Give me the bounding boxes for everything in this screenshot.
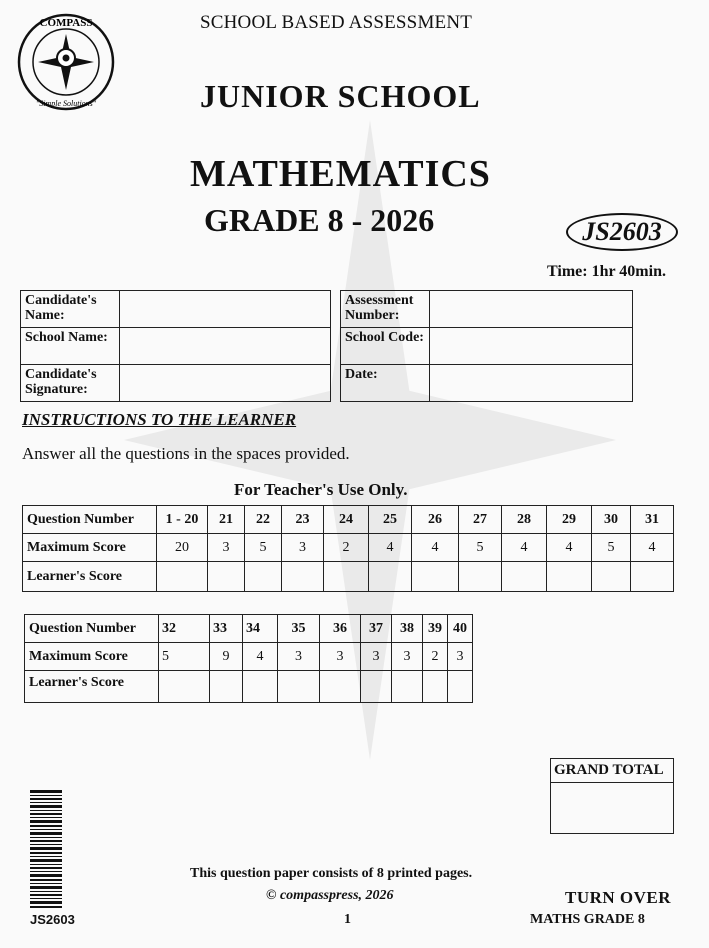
question-number-cell: 39 (423, 615, 448, 643)
learner-score-cell[interactable] (547, 562, 592, 592)
candidate-signature-label: Candidate's Signature: (21, 365, 120, 402)
school-level: JUNIOR SCHOOL (200, 78, 481, 114)
question-number-cell: 30 (592, 506, 631, 534)
max-score-cell: 3 (282, 534, 324, 562)
question-number-cell: 28 (502, 506, 547, 534)
max-score-cell: 4 (243, 643, 278, 671)
learner-score-cell[interactable] (448, 671, 473, 703)
row-label-learners-score: Learner's Score (23, 562, 157, 592)
assessment-number-label: Assessment Number: (341, 291, 430, 328)
score-table-2 (24, 614, 473, 703)
max-score-cell: 3 (278, 643, 320, 671)
question-number-cell: 33 (210, 615, 243, 643)
question-number-cell: 23 (282, 506, 324, 534)
learner-score-cell[interactable] (278, 671, 320, 703)
question-number-cell: 36 (320, 615, 361, 643)
question-number-cell: 26 (412, 506, 459, 534)
question-number-cell: 38 (392, 615, 423, 643)
question-number-cell: 21 (208, 506, 245, 534)
learner-score-cell[interactable] (282, 562, 324, 592)
candidate-info-table (20, 290, 331, 402)
logo-top-text: COMPASS (39, 17, 93, 29)
page-number: 1 (344, 912, 351, 927)
assessment-number-field[interactable] (430, 291, 633, 328)
candidate-name-field[interactable] (120, 291, 331, 328)
learner-score-cell[interactable] (459, 562, 502, 592)
school-name-field[interactable] (120, 328, 331, 365)
max-score-cell: 2 (324, 534, 369, 562)
max-score-cell: 3 (448, 643, 473, 671)
instructions-title: INSTRUCTIONS TO THE LEARNER (22, 410, 297, 429)
assessment-header: SCHOOL BASED ASSESSMENT (200, 12, 473, 33)
learner-score-cell[interactable] (157, 562, 208, 592)
max-score-cell: 2 (423, 643, 448, 671)
school-code-label: School Code: (341, 328, 430, 365)
school-name-label: School Name: (21, 328, 120, 365)
learner-score-cell[interactable] (502, 562, 547, 592)
barcode-image (30, 790, 62, 908)
question-number-cell: 25 (369, 506, 412, 534)
question-number-cell: 34 (243, 615, 278, 643)
pages-note: This question paper consists of 8 printed pages. (190, 866, 473, 881)
paper-code-badge: JS2603 (566, 213, 678, 251)
row-label-question-number: Question Number (25, 615, 159, 643)
question-number-cell: 1 - 20 (157, 506, 208, 534)
question-number-cell: 22 (245, 506, 282, 534)
learner-score-cell[interactable] (369, 562, 412, 592)
learner-score-cell[interactable] (210, 671, 243, 703)
learner-score-cell[interactable] (392, 671, 423, 703)
question-number-cell: 35 (278, 615, 320, 643)
row-label-learners-score: Learner's Score (25, 671, 159, 703)
learner-score-cell[interactable] (412, 562, 459, 592)
max-score-cell: 3 (392, 643, 423, 671)
candidate-signature-field[interactable] (120, 365, 331, 402)
compass-logo (16, 12, 116, 112)
turn-over-label: TURN OVER (565, 888, 672, 907)
question-number-cell: 37 (361, 615, 392, 643)
max-score-cell: 4 (412, 534, 459, 562)
footer-paper-code: JS2603 (30, 912, 75, 927)
time-allowed: Time: 1hr 40min. (547, 263, 666, 280)
maths-grade-label: MATHS GRADE 8 (530, 912, 645, 927)
max-score-cell: 3 (208, 534, 245, 562)
score-table-1 (22, 505, 674, 592)
max-score-cell: 5 (592, 534, 631, 562)
date-field[interactable] (430, 365, 633, 402)
instructions-text: Answer all the questions in the spaces provided. (22, 444, 350, 463)
candidate-name-label: Candidate's Name: (21, 291, 120, 328)
learner-score-cell[interactable] (324, 562, 369, 592)
subject-title: MATHEMATICS (190, 153, 491, 195)
grand-total-box (550, 758, 674, 834)
question-number-cell: 27 (459, 506, 502, 534)
learner-score-cell[interactable] (423, 671, 448, 703)
max-score-cell: 4 (369, 534, 412, 562)
row-label-question-number: Question Number (23, 506, 157, 534)
school-code-field[interactable] (430, 328, 633, 365)
date-label: Date: (341, 365, 430, 402)
learner-score-cell[interactable] (245, 562, 282, 592)
row-label-maximum-score: Maximum Score (23, 534, 157, 562)
max-score-cell: 3 (320, 643, 361, 671)
learner-score-cell[interactable] (243, 671, 278, 703)
teacher-use-heading: For Teacher's Use Only. (234, 480, 408, 499)
copyright-notice: © compasspress, 2026 (266, 888, 394, 903)
question-number-cell: 40 (448, 615, 473, 643)
row-label-maximum-score: Maximum Score (25, 643, 159, 671)
grand-total-field[interactable] (551, 783, 673, 831)
grand-total-label: GRAND TOTAL (551, 759, 673, 783)
max-score-cell: 4 (631, 534, 674, 562)
grade-year: GRADE 8 - 2026 (204, 202, 435, 238)
question-number-cell: 24 (324, 506, 369, 534)
learner-score-cell[interactable] (631, 562, 674, 592)
max-score-cell: 5 (159, 643, 210, 671)
question-number-cell: 32 (159, 615, 210, 643)
max-score-cell: 3 (361, 643, 392, 671)
max-score-cell: 4 (502, 534, 547, 562)
max-score-cell: 5 (459, 534, 502, 562)
learner-score-cell[interactable] (361, 671, 392, 703)
learner-score-cell[interactable] (320, 671, 361, 703)
question-number-cell: 29 (547, 506, 592, 534)
question-number-cell: 31 (631, 506, 674, 534)
max-score-cell: 9 (210, 643, 243, 671)
max-score-cell: 4 (547, 534, 592, 562)
max-score-cell: 20 (157, 534, 208, 562)
assessment-info-table (340, 290, 633, 402)
learner-score-cell[interactable] (592, 562, 631, 592)
learner-score-cell[interactable] (208, 562, 245, 592)
learner-score-cell[interactable] (159, 671, 210, 703)
logo-bottom-text: "Simple Solutions" (35, 99, 97, 108)
max-score-cell: 5 (245, 534, 282, 562)
